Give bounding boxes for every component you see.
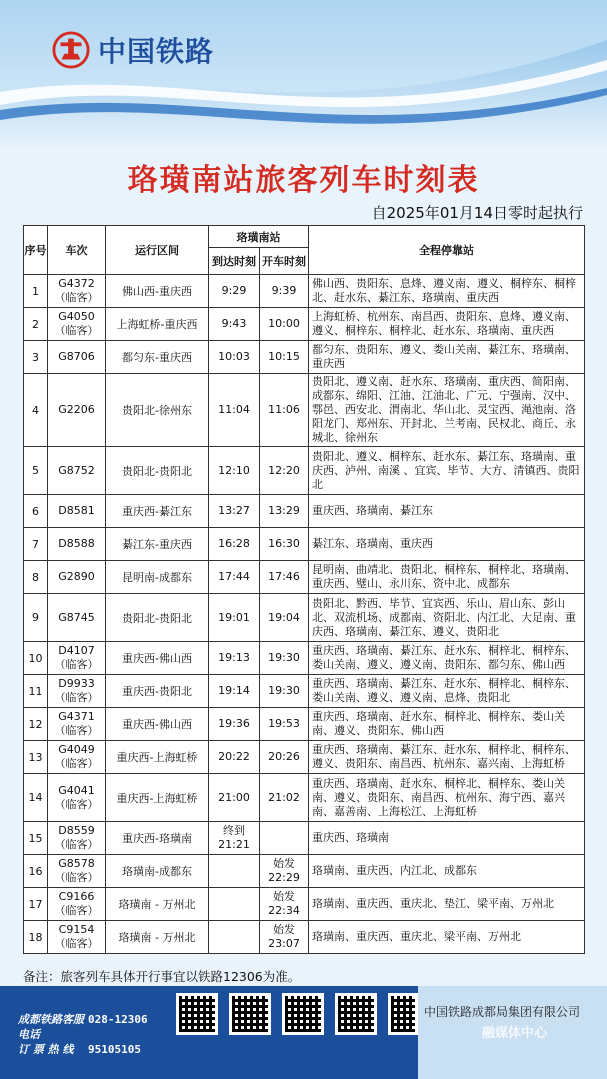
table-row — [24, 708, 585, 741]
header-train: 车次 — [48, 226, 106, 275]
table-row — [24, 594, 585, 642]
row-seq: 17 — [24, 888, 48, 921]
row-stops: 佛山西、贵阳东、息烽、遵义南、遵义、桐梓东、桐梓北、赶水东、綦江东、珞璜南、重庆西 — [309, 275, 585, 308]
row-train: G4050 （临客） — [48, 308, 106, 341]
row-seq: 13 — [24, 741, 48, 774]
table-row — [24, 642, 585, 675]
table-row — [24, 447, 585, 495]
header-stops: 全程停靠站 — [309, 226, 585, 275]
row-depart: 21:02 — [260, 774, 309, 822]
qr-code-2[interactable] — [229, 993, 271, 1035]
table-row — [24, 855, 585, 888]
row-seq: 14 — [24, 774, 48, 822]
booking-number: 95105105 — [88, 1043, 141, 1056]
row-seq: 7 — [24, 528, 48, 561]
logo-text: 中国铁路 — [98, 35, 215, 68]
row-depart: 19:53 — [260, 708, 309, 741]
row-seq: 2 — [24, 308, 48, 341]
row-depart: 始发 22:34 — [260, 888, 309, 921]
timetable — [23, 225, 585, 954]
row-depart: 10:15 — [260, 341, 309, 374]
row-arrive: 9:43 — [209, 308, 260, 341]
row-train: D8559 （临客） — [48, 822, 106, 855]
row-train: G4049 （临客） — [48, 741, 106, 774]
table-row — [24, 341, 585, 374]
table-row — [24, 774, 585, 822]
row-seq: 8 — [24, 561, 48, 594]
header-depart: 开车时刻 — [260, 248, 309, 275]
header-route: 运行区间 — [106, 226, 209, 275]
header-banner — [0, 0, 607, 150]
qr-code-4[interactable] — [335, 993, 377, 1035]
header-seq: 序号 — [24, 226, 48, 275]
row-train: D9933 （临客） — [48, 675, 106, 708]
row-train: C9154 （临客） — [48, 921, 106, 954]
company-name: 中国铁路成都局集团有限公司 — [424, 1005, 581, 1019]
row-depart: 12:20 — [260, 447, 309, 495]
row-route: 上海虹桥-重庆西 — [106, 308, 209, 341]
row-stops: 贵阳北、遵义南、赶水东、珞璜南、重庆西、简阳南、成都东、绵阳、江油、江油北、广元、宁强南、汉中、鄠邑、西安北、渭南北、华山北、灵宝西、渑池南、洛阳龙门、郑州东、开封北、兰考南、民权北、商丘、永城北、徐州东 — [309, 374, 585, 447]
row-depart: 19:30 — [260, 675, 309, 708]
row-route: 珞璜南-成都东 — [106, 855, 209, 888]
row-arrive: 终到 21:21 — [209, 822, 260, 855]
row-depart: 20:26 — [260, 741, 309, 774]
row-depart: 19:04 — [260, 594, 309, 642]
row-stops: 重庆西、珞璜南、綦江东、赶水东、桐梓北、桐梓东、娄山关南、遵义、遵义南、贵阳东、都匀东、佛山西 — [309, 642, 585, 675]
row-seq: 11 — [24, 675, 48, 708]
table-row — [24, 561, 585, 594]
row-depart: 11:06 — [260, 374, 309, 447]
row-stops: 重庆西、珞璜南、赶水东、桐梓北、桐梓东、娄山关南、遵义、贵阳东、佛山西 — [309, 708, 585, 741]
railway-logo — [52, 30, 214, 70]
row-seq: 3 — [24, 341, 48, 374]
qr-code-3[interactable] — [282, 993, 324, 1035]
row-depart: 10:00 — [260, 308, 309, 341]
row-stops: 贵阳北、黔西、毕节、宜宾西、乐山、眉山东、彭山北、双流机场、成都南、资阳北、内江北、大足南、重庆西、珞璜南、綦江东、遵义、贵阳北 — [309, 594, 585, 642]
row-arrive: 13:27 — [209, 495, 260, 528]
hotline-block — [18, 1012, 148, 1057]
row-route: 贵阳北-贵阳北 — [106, 594, 209, 642]
table-row — [24, 374, 585, 447]
row-seq: 5 — [24, 447, 48, 495]
row-arrive: 19:13 — [209, 642, 260, 675]
qr-code-1[interactable] — [176, 993, 218, 1035]
row-arrive: 19:14 — [209, 675, 260, 708]
row-seq: 15 — [24, 822, 48, 855]
row-stops: 重庆西、珞璜南、赶水东、桐梓北、桐梓东、娄山关南、遵义、贵阳东、南昌西、杭州东、海宁西、嘉兴南、嘉善南、上海松江、上海虹桥 — [309, 774, 585, 822]
row-train: G8706 — [48, 341, 106, 374]
row-depart: 始发 22:29 — [260, 855, 309, 888]
header-station-group: 珞璜南站 — [209, 226, 309, 248]
row-depart: 16:30 — [260, 528, 309, 561]
row-depart: 始发 23:07 — [260, 921, 309, 954]
effective-date: 自2025年01月14日零时起执行 — [371, 204, 583, 222]
row-train: D4107 （临客） — [48, 642, 106, 675]
row-seq: 1 — [24, 275, 48, 308]
table-row — [24, 921, 585, 954]
row-arrive — [209, 888, 260, 921]
row-arrive: 9:29 — [209, 275, 260, 308]
row-depart: 17:46 — [260, 561, 309, 594]
qr-code-5[interactable] — [388, 993, 418, 1035]
row-arrive — [209, 855, 260, 888]
row-route: 都匀东-重庆西 — [106, 341, 209, 374]
header-arrive: 到达时刻 — [209, 248, 260, 275]
table-row — [24, 822, 585, 855]
row-arrive: 20:22 — [209, 741, 260, 774]
row-depart — [260, 822, 309, 855]
row-train: G8745 — [48, 594, 106, 642]
row-stops: 重庆西、珞璜南、綦江东、赶水东、桐梓北、桐梓东、遵义、贵阳东、南昌西、杭州东、嘉兴南、上海虹桥 — [309, 741, 585, 774]
row-train: G4041 （临客） — [48, 774, 106, 822]
row-route: 佛山西-重庆西 — [106, 275, 209, 308]
row-arrive: 10:03 — [209, 341, 260, 374]
row-stops: 都匀东、贵阳东、遵义、娄山关南、綦江东、珞璜南、重庆西 — [309, 341, 585, 374]
row-seq: 18 — [24, 921, 48, 954]
table-row — [24, 308, 585, 341]
row-train: G4371 （临客） — [48, 708, 106, 741]
hotline-label: 成都铁路客服电话 — [18, 1013, 84, 1041]
row-arrive — [209, 921, 260, 954]
row-stops: 綦江东、珞璜南、重庆西 — [309, 528, 585, 561]
footnote: 备注：旅客列车具体开行事宜以铁路12306为准。 — [23, 969, 301, 984]
row-train: G2890 — [48, 561, 106, 594]
row-seq: 6 — [24, 495, 48, 528]
row-seq: 4 — [24, 374, 48, 447]
page-title: 珞璜南站旅客列车时刻表 — [127, 163, 480, 198]
row-arrive: 12:10 — [209, 447, 260, 495]
row-stops: 昆明南、曲靖北、贵阳北、桐梓东、桐梓北、珞璜南、重庆西、璧山、永川东、资中北、成都东 — [309, 561, 585, 594]
row-route: 重庆西-珞璜南 — [106, 822, 209, 855]
row-seq: 12 — [24, 708, 48, 741]
row-arrive: 16:28 — [209, 528, 260, 561]
china-railway-emblem-icon — [52, 31, 90, 69]
row-depart: 13:29 — [260, 495, 309, 528]
row-arrive: 21:00 — [209, 774, 260, 822]
row-route: 贵阳北-贵阳北 — [106, 447, 209, 495]
row-arrive: 19:36 — [209, 708, 260, 741]
row-stops: 珞璜南、重庆西、重庆北、垫江、梁平南、万州北 — [309, 888, 585, 921]
row-route: 珞璜南 - 万州北 — [106, 921, 209, 954]
row-seq: 10 — [24, 642, 48, 675]
row-arrive: 19:01 — [209, 594, 260, 642]
row-arrive: 11:04 — [209, 374, 260, 447]
row-route: 重庆西-上海虹桥 — [106, 741, 209, 774]
table-row — [24, 528, 585, 561]
table-row — [24, 495, 585, 528]
table-row — [24, 741, 585, 774]
table-row — [24, 675, 585, 708]
hotline-number: 028-12306 — [88, 1013, 148, 1026]
row-stops: 珞璜南、重庆西、内江北、成都东 — [309, 855, 585, 888]
watermark: 融媒体中心 — [482, 1026, 548, 1041]
row-route: 重庆西-上海虹桥 — [106, 774, 209, 822]
row-route: 綦江东-重庆西 — [106, 528, 209, 561]
row-seq: 9 — [24, 594, 48, 642]
row-train: G8752 — [48, 447, 106, 495]
row-train: C9166 （临客） — [48, 888, 106, 921]
row-train: D8581 — [48, 495, 106, 528]
table-row — [24, 275, 585, 308]
wave-decoration — [0, 0, 607, 150]
row-arrive: 17:44 — [209, 561, 260, 594]
row-route: 珞璜南 - 万州北 — [106, 888, 209, 921]
row-stops: 上海虹桥、杭州东、南昌西、贵阳东、息烽、遵义南、遵义、桐梓东、桐梓北、赶水东、珞璜南、重庆西 — [309, 308, 585, 341]
row-train: G2206 — [48, 374, 106, 447]
row-stops: 珞璜南、重庆西、重庆北、梁平南、万州北 — [309, 921, 585, 954]
row-train: G4372 （临客） — [48, 275, 106, 308]
row-depart: 9:39 — [260, 275, 309, 308]
row-route: 重庆西-綦江东 — [106, 495, 209, 528]
row-stops: 贵阳北、遵义、桐梓东、赶水东、綦江东、珞璜南、重庆西、泸州、南溪 、宜宾、毕节、大方、清镇西、贵阳北 — [309, 447, 585, 495]
row-depart: 19:30 — [260, 642, 309, 675]
booking-label: 订 票 热 线 — [18, 1043, 74, 1056]
row-route: 重庆西-贵阳北 — [106, 675, 209, 708]
row-route: 重庆西-佛山西 — [106, 642, 209, 675]
row-stops: 重庆西、珞璜南 — [309, 822, 585, 855]
table-row — [24, 888, 585, 921]
row-route: 重庆西-佛山西 — [106, 708, 209, 741]
row-stops: 重庆西、珞璜南、綦江东 — [309, 495, 585, 528]
row-train: G8578 （临客） — [48, 855, 106, 888]
row-stops: 重庆西、珞璜南、綦江东、赶水东、桐梓北、桐梓东、娄山关南、遵义、遵义南、息烽、贵阳北 — [309, 675, 585, 708]
row-train: D8588 — [48, 528, 106, 561]
row-route: 贵阳北-徐州东 — [106, 374, 209, 447]
row-route: 昆明南-成都东 — [106, 561, 209, 594]
row-seq: 16 — [24, 855, 48, 888]
